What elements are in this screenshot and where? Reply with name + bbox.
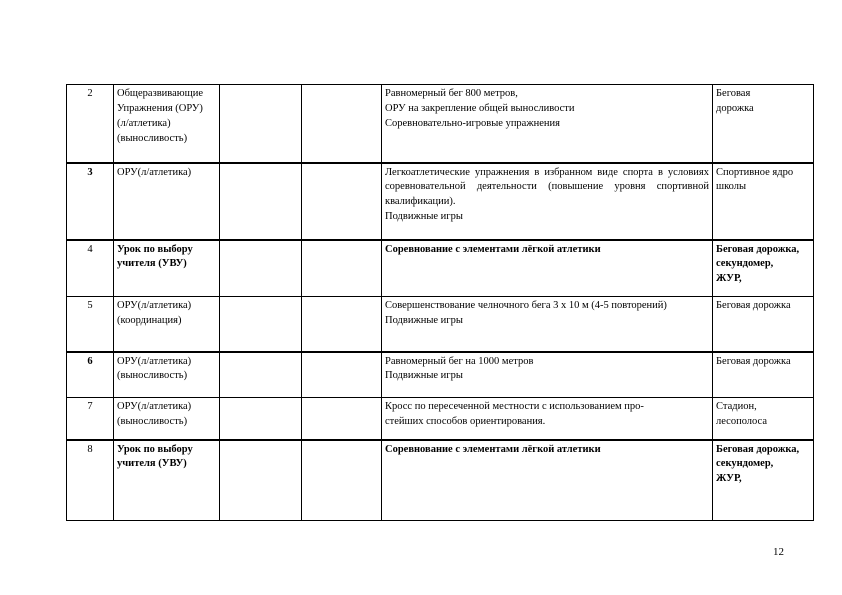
table-row xyxy=(67,163,814,240)
lesson-equipment: Беговая дорожка xyxy=(713,352,814,398)
empty-cell xyxy=(220,398,302,440)
empty-cell xyxy=(220,240,302,297)
empty-cell xyxy=(220,352,302,398)
lesson-content: Равномерный бег 800 метров, ОРУ на закрепление общей выносливости Соревновательно-игровые упражнения xyxy=(382,85,713,163)
lesson-topic: Урок по выбору учителя (УВУ) xyxy=(114,440,220,521)
empty-cell xyxy=(302,240,382,297)
empty-cell xyxy=(220,163,302,240)
lesson-content: Легкоатлетические упражнения в избранном виде спорта в условиях соревновательной деятельности (повышение уровня спортивной квалификации). Подвижные игры xyxy=(382,163,713,240)
lesson-number: 6 xyxy=(67,352,114,398)
empty-cell xyxy=(302,440,382,521)
lesson-equipment: Беговая дорожка xyxy=(713,297,814,352)
lesson-number: 3 xyxy=(67,163,114,240)
table-row xyxy=(67,352,814,398)
empty-cell xyxy=(302,352,382,398)
lesson-equipment: Стадион, лесополоса xyxy=(713,398,814,440)
empty-cell xyxy=(220,85,302,163)
table-row xyxy=(67,440,814,521)
lesson-content: Равномерный бег на 1000 метров Подвижные игры xyxy=(382,352,713,398)
lesson-topic: Урок по выбору учителя (УВУ) xyxy=(114,240,220,297)
lesson-equipment: Беговая дорожка, секундомер, ЖУР, xyxy=(713,240,814,297)
empty-cell xyxy=(302,163,382,240)
lesson-topic: ОРУ(л/атлетика) (выносливость) xyxy=(114,352,220,398)
lesson-number: 8 xyxy=(67,440,114,521)
table-row xyxy=(67,398,814,440)
empty-cell xyxy=(220,440,302,521)
empty-cell xyxy=(302,398,382,440)
lesson-topic: ОРУ(л/атлетика) (выносливость) xyxy=(114,398,220,440)
lesson-number: 7 xyxy=(67,398,114,440)
lesson-equipment: Беговая дорожка xyxy=(713,85,814,163)
lesson-topic: ОРУ(л/атлетика) (координация) xyxy=(114,297,220,352)
lesson-topic: ОРУ(л/атлетика) xyxy=(114,163,220,240)
page-number: 12 xyxy=(773,546,784,558)
empty-cell xyxy=(220,297,302,352)
lesson-content: Соревнование с элементами лёгкой атлетики xyxy=(382,440,713,521)
lesson-equipment: Беговая дорожка, секундомер, ЖУР, xyxy=(713,440,814,521)
lesson-content: Совершенствование челночного бега 3 х 10 м (4-5 повторений) Подвижные игры xyxy=(382,297,713,352)
lesson-topic: Общеразвивающие Упражнения (ОРУ) (л/атлетика) (выносливость) xyxy=(114,85,220,163)
lesson-equipment: Спортивное ядро школы xyxy=(713,163,814,240)
empty-cell xyxy=(302,85,382,163)
lesson-content: Кросс по пересеченной местности с использованием про- стейших способов ориентирования. xyxy=(382,398,713,440)
lesson-plan-table xyxy=(66,84,814,521)
lesson-number: 2 xyxy=(67,85,114,163)
table-row xyxy=(67,85,814,163)
lesson-number: 5 xyxy=(67,297,114,352)
lesson-number: 4 xyxy=(67,240,114,297)
lesson-content: Соревнование с элементами лёгкой атлетики xyxy=(382,240,713,297)
table-row xyxy=(67,297,814,352)
empty-cell xyxy=(302,297,382,352)
table-row xyxy=(67,240,814,297)
